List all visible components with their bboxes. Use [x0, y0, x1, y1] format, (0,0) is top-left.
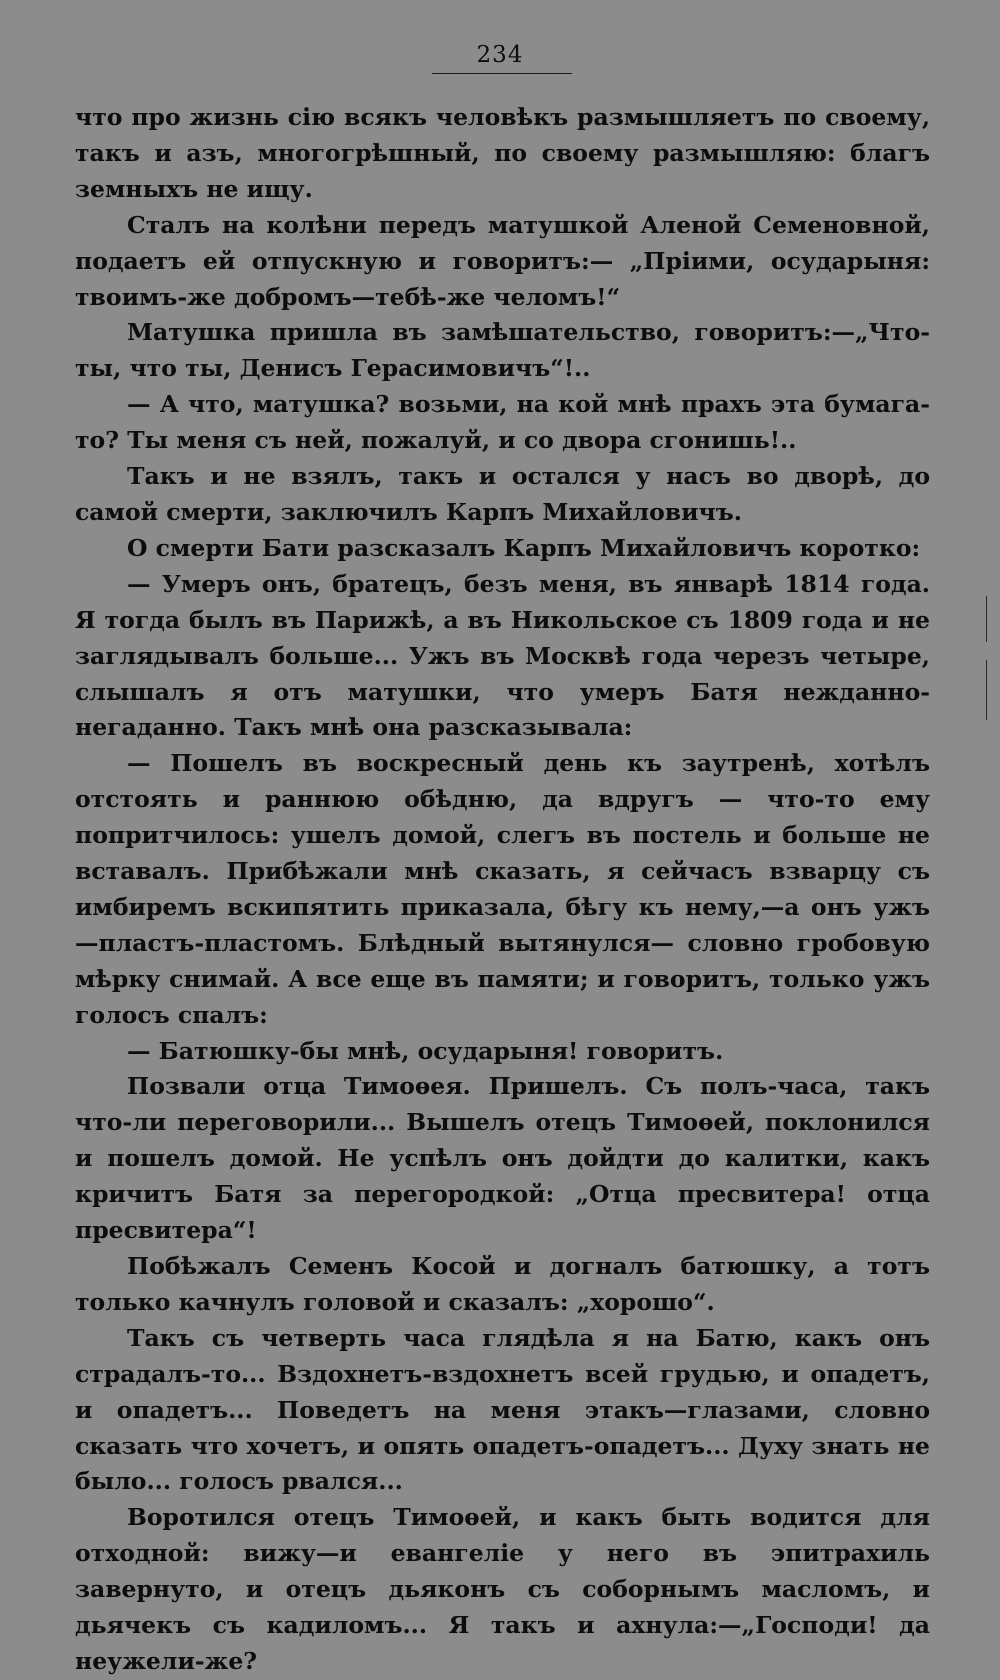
paragraph: — А что, матушка? возьми, на кой мнѣ прахъ эта бумага-то? Ты меня съ ней, пожалуй, и со двора сгонишь!.. — [75, 390, 930, 455]
margin-mark — [986, 660, 987, 720]
paragraph: — Батюшку-бы мнѣ, осударыня! говоритъ. — [127, 1036, 724, 1065]
paragraph: — Пошелъ въ воскресный день къ заутренѣ, хотѣлъ отстоять и раннюю обѣдню, да вдругъ — что-то ему попритчилось: ушелъ домой, слегъ въ постель и больше не вставалъ. Прибѣжали мнѣ сказать, я сейчасъ взварцу съ имбиремъ вскипятить приказала, бѣгу къ нему,—а онъ ужъ—пластъ-пластомъ. Блѣдный вытянулся— словно гробовую мѣрку снимай. А все еще въ памяти; и говоритъ, только ужъ голосъ спалъ: — [75, 749, 930, 1029]
paragraph: — Умеръ онъ, братецъ, безъ меня, въ январѣ 1814 года. Я тогда былъ въ Парижѣ, а въ Никольское съ 1809 года и не заглядывалъ больше... Ужъ въ Москвѣ года черезъ четыре, слышалъ я отъ матушки, что умеръ Батя нежданно-негаданно. Такъ мнѣ она разсказывала: — [75, 569, 930, 742]
paragraph: что про жизнь сію всякъ человѣкъ размышляетъ по своему, такъ и азъ, многогрѣшный, по своему размышляю: благъ земныхъ не ищу. — [75, 103, 930, 203]
margin-mark — [986, 596, 987, 642]
paragraph: О смерти Бати разсказалъ Карпъ Михайловичъ коротко: — [127, 533, 921, 562]
header-rule — [432, 73, 572, 74]
page-text — [75, 100, 930, 1680]
paragraph: Матушка пришла въ замѣшательство, говоритъ:—„Что-ты, что ты, Денисъ Герасимовичъ“!.. — [75, 318, 930, 383]
paragraph: Такъ и не взялъ, такъ и остался у насъ во дворѣ, до самой смерти, заключилъ Карпъ Михайловичъ. — [75, 462, 930, 526]
paragraph: Сталъ на колѣни передъ матушкой Аленой Семеновной, подаетъ ей отпускную и говоритъ:— „Пріими, осударыня: твоимъ-же добромъ—тебѣ-же челомъ!“ — [75, 210, 930, 311]
paragraph: Такъ съ четверть часа глядѣла я на Батю, какъ онъ страдалъ-то... Вздохнетъ-вздохнетъ всей грудью, и опадетъ, и опадетъ... Поведетъ на меня этакъ—глазами, словно сказать что хочетъ, и опять опадетъ-опадетъ... Духу знать не было... голосъ рвался... — [75, 1323, 930, 1496]
page-number: 234 — [476, 42, 524, 68]
paragraph: Позвали отца Тимоѳея. Пришелъ. Съ полъ-часа, такъ что-ли переговорили... Вышелъ отецъ Тимоѳей, поклонился и пошелъ домой. Не успѣлъ онъ дойдти до калитки, какъ кричитъ Батя за перегородкой: „Отца пресвитера! отца пресвитера“! — [75, 1072, 930, 1245]
paragraph: Воротился отецъ Тимоѳей, и какъ быть водится для отходной: вижу—и евангеліе у него въ эпитрахиль завернуто, и отецъ дьяконъ съ соборнымъ масломъ, и дьячекъ съ кадиломъ... Я такъ и ахнула:—„Господи! да неужели-же? — [75, 1503, 930, 1675]
paragraph: Побѣжалъ Семенъ Косой и догналъ батюшку, а тотъ только качнулъ головой и сказалъ: „хорошо“. — [75, 1252, 930, 1316]
